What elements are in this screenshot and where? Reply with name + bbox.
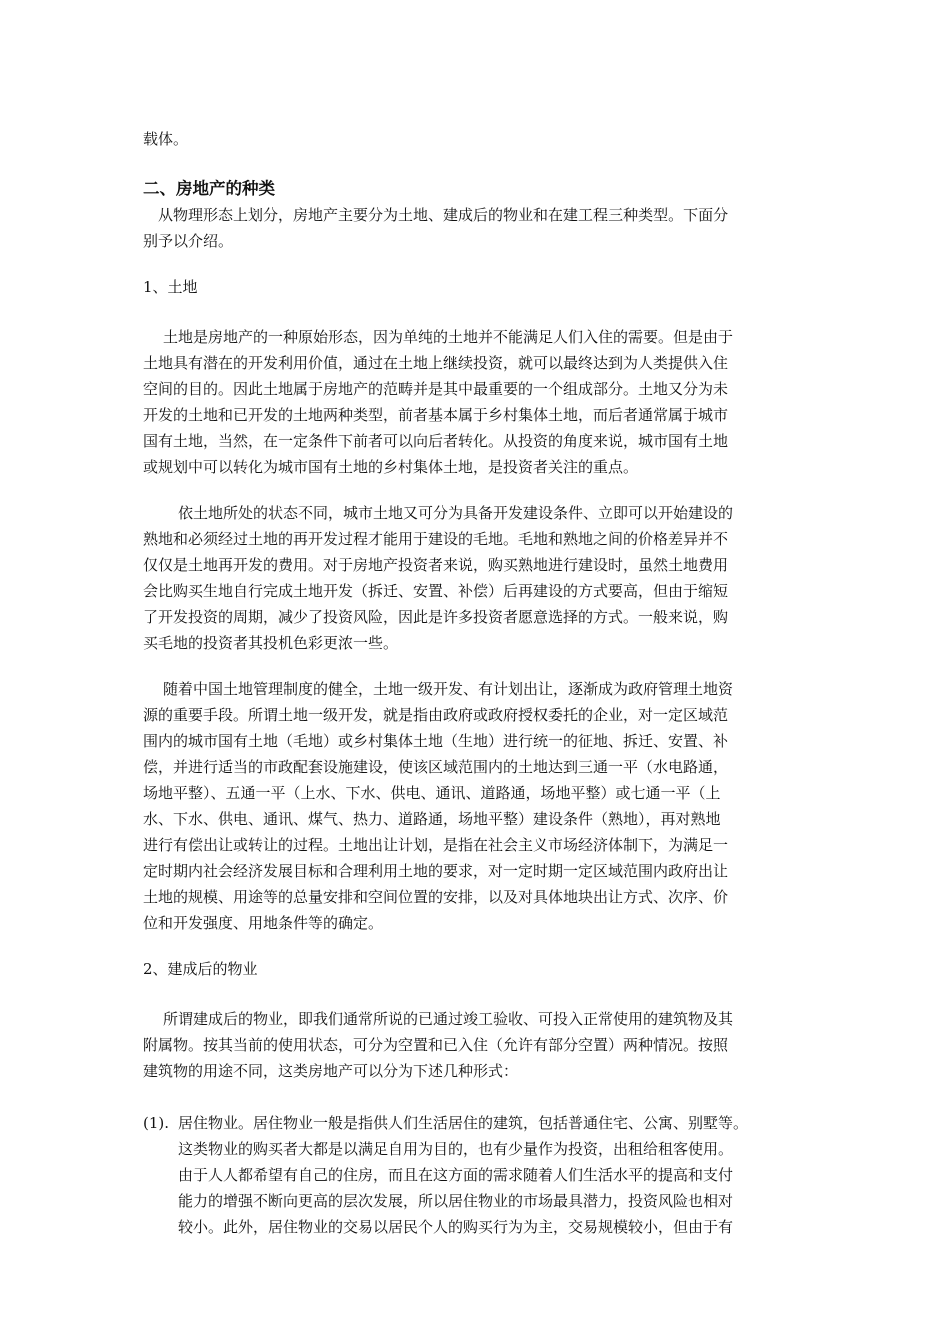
bold-run: 必须经过土地的再开发过程才能用于建设的毛地 — [188, 530, 504, 548]
text-run: 依土地所处的状态不同，城市土地又可分为 — [178, 504, 464, 522]
text-run: 。居住物业一般是指供人们生活居住的建筑，包括普通住宅、公寓、别墅等。 — [238, 1114, 749, 1132]
subsection-title-built-property: 2、建成后的物业 — [143, 960, 258, 978]
bold-run: 熟地 — [143, 530, 174, 548]
paragraph-line: 水、下水、供电、通讯、煤气、热力、道路通，场地平整）建设条件（熟地），再对熟地 — [143, 810, 721, 828]
list-item-line: 由于人人都希望有自己的住房，而且在这方面的需求随着人们生活水平的提高和支付 — [178, 1166, 734, 1184]
section-intro-line-1 — [158, 202, 728, 228]
paragraph-line: 所谓建成后的物业，即我们通常所说的已通过竣工验收、可投入正常使用的建筑物及其 — [163, 1010, 734, 1028]
text-run: 和 — [173, 530, 189, 548]
bold-run: 开发的土地和已开发的土地两种类型 — [143, 406, 384, 424]
text-run: 源的重要手段。 — [143, 706, 249, 724]
text-run: 空间的目的。因此 — [143, 380, 264, 398]
section-intro-line-2: 别予以介绍。 — [143, 232, 234, 250]
bold-term: 物理形态 — [173, 206, 234, 224]
bold-run: 具备开发建设条件、立即可以开始建设的 — [463, 504, 734, 522]
paragraph-line — [143, 1032, 728, 1058]
paragraph-line: 位和开发强度、用地条件等的确定。 — [143, 914, 384, 932]
text-run: 。毛地和熟地之间的价格差异并不 — [503, 530, 729, 548]
list-item-line: 能力的增强不断向更高的层次发展，所以居住物业的市场最具潜力，投资风险也相对 — [178, 1192, 734, 1210]
intro-tail-text: 载体。 — [143, 130, 189, 148]
list-item-number: (1). — [143, 1114, 170, 1132]
paragraph-line — [143, 402, 728, 428]
paragraph-line: 定时期内社会经济发展目标和合理利用土地的要求，对一定时期一定区域范围内政府出让 — [143, 862, 729, 880]
text-run: 按照 — [698, 1036, 729, 1054]
paragraph-line — [143, 702, 728, 728]
paragraph-line: 进行有偿出让或转让的过程。土地出让计划，是指在社会主义市场经济体制下，为满足一 — [143, 836, 729, 854]
list-item-line — [178, 1110, 748, 1136]
bold-run: 土地属于房地产的范畴并是其中最重要的一个组成部分。土地又分为未 — [263, 380, 729, 398]
paragraph-line: 会比购买生地自行完成土地开发（拆迁、安置、补偿）后再建设的方式要高，但由于缩短 — [143, 582, 729, 600]
list-item-line: 这类物业的购买者大都是以满足自用为目的，也有少量作为投资，出租给租客使用。 — [178, 1140, 734, 1158]
bold-term: 土地、建成后的物业和在建工程 — [398, 206, 609, 224]
paragraph-line — [178, 500, 733, 526]
list-item-line: 较小。此外，居住物业的交易以居民个人的购买行为为主，交易规模较小，但由于有 — [178, 1218, 734, 1236]
paragraph-line: 土地具有潜在的开发利用价值，通过在土地上继续投资，就可以最终达到为人类提供入住 — [143, 354, 729, 372]
paragraph-line — [143, 376, 728, 402]
text-run: 三种类型。下面分 — [608, 206, 729, 224]
text-run: ，前者基本属于乡村集体土地，而后者通常属于城市 — [383, 406, 729, 424]
paragraph-line: 偿，并进行适当的市政配套设施建设，使该区域范围内的土地达到三通一平（水电路通， — [143, 758, 729, 776]
subsection-title-land: 1、土地 — [143, 278, 198, 296]
paragraph-line: 建筑物的用途不同，这类房地产可以分为下述几种形式： — [143, 1062, 519, 1080]
paragraph-line: 仅仅是土地再开发的费用。对于房地产投资者来说，购买熟地进行建设时，虽然土地费用 — [143, 556, 729, 574]
paragraph-line: 国有土地，当然，在一定条件下前者可以向后者转化。从投资的角度来说，城市国有土地 — [143, 432, 729, 450]
bold-run: 所谓土地一级开发，就是指由政府或政府授权委托的企业，对一定区域范 — [248, 706, 729, 724]
text-run: 从 — [158, 206, 174, 224]
paragraph-line: 场地平整）、五通一平（上水、下水、供电、通讯、道路通，场地平整）或七通一平（上 — [143, 784, 721, 802]
section-heading: 二、房地产的种类 — [143, 179, 275, 198]
paragraph-line: 土地是房地产的一种原始形态，因为单纯的土地并不能满足人们入住的需要。但是由于 — [163, 328, 734, 346]
paragraph-line: 土地的规模、用途等的总量安排和空间位置的安排，以及对具体地块出让方式、次序、价 — [143, 888, 729, 906]
paragraph-line: 围内的城市国有土地（毛地）或乡村集体土地（生地）进行统一的征地、拆迁、安置、补 — [143, 732, 729, 750]
bold-run: 附属物。按其当前的使用状态，可分为空置和已入住（允许有部分空置）两种情况。 — [143, 1036, 699, 1054]
paragraph-line: 或规划中可以转化为城市国有土地的乡村集体土地，是投资者关注的重点。 — [143, 458, 639, 476]
paragraph-line — [143, 526, 728, 552]
paragraph-line: 买毛地的投资者其投机色彩更浓一些。 — [143, 634, 399, 652]
paragraph-line: 随着中国土地管理制度的健全，土地一级开发、有计划出让，逐渐成为政府管理土地资 — [163, 680, 734, 698]
paragraph-line: 了开发投资的周期，减少了投资风险，因此是许多投资者愿意选择的方式。一般来说，购 — [143, 608, 729, 626]
bold-term: 居住物业 — [178, 1114, 239, 1132]
text-run: 上划分，房地产主要分为 — [233, 206, 399, 224]
